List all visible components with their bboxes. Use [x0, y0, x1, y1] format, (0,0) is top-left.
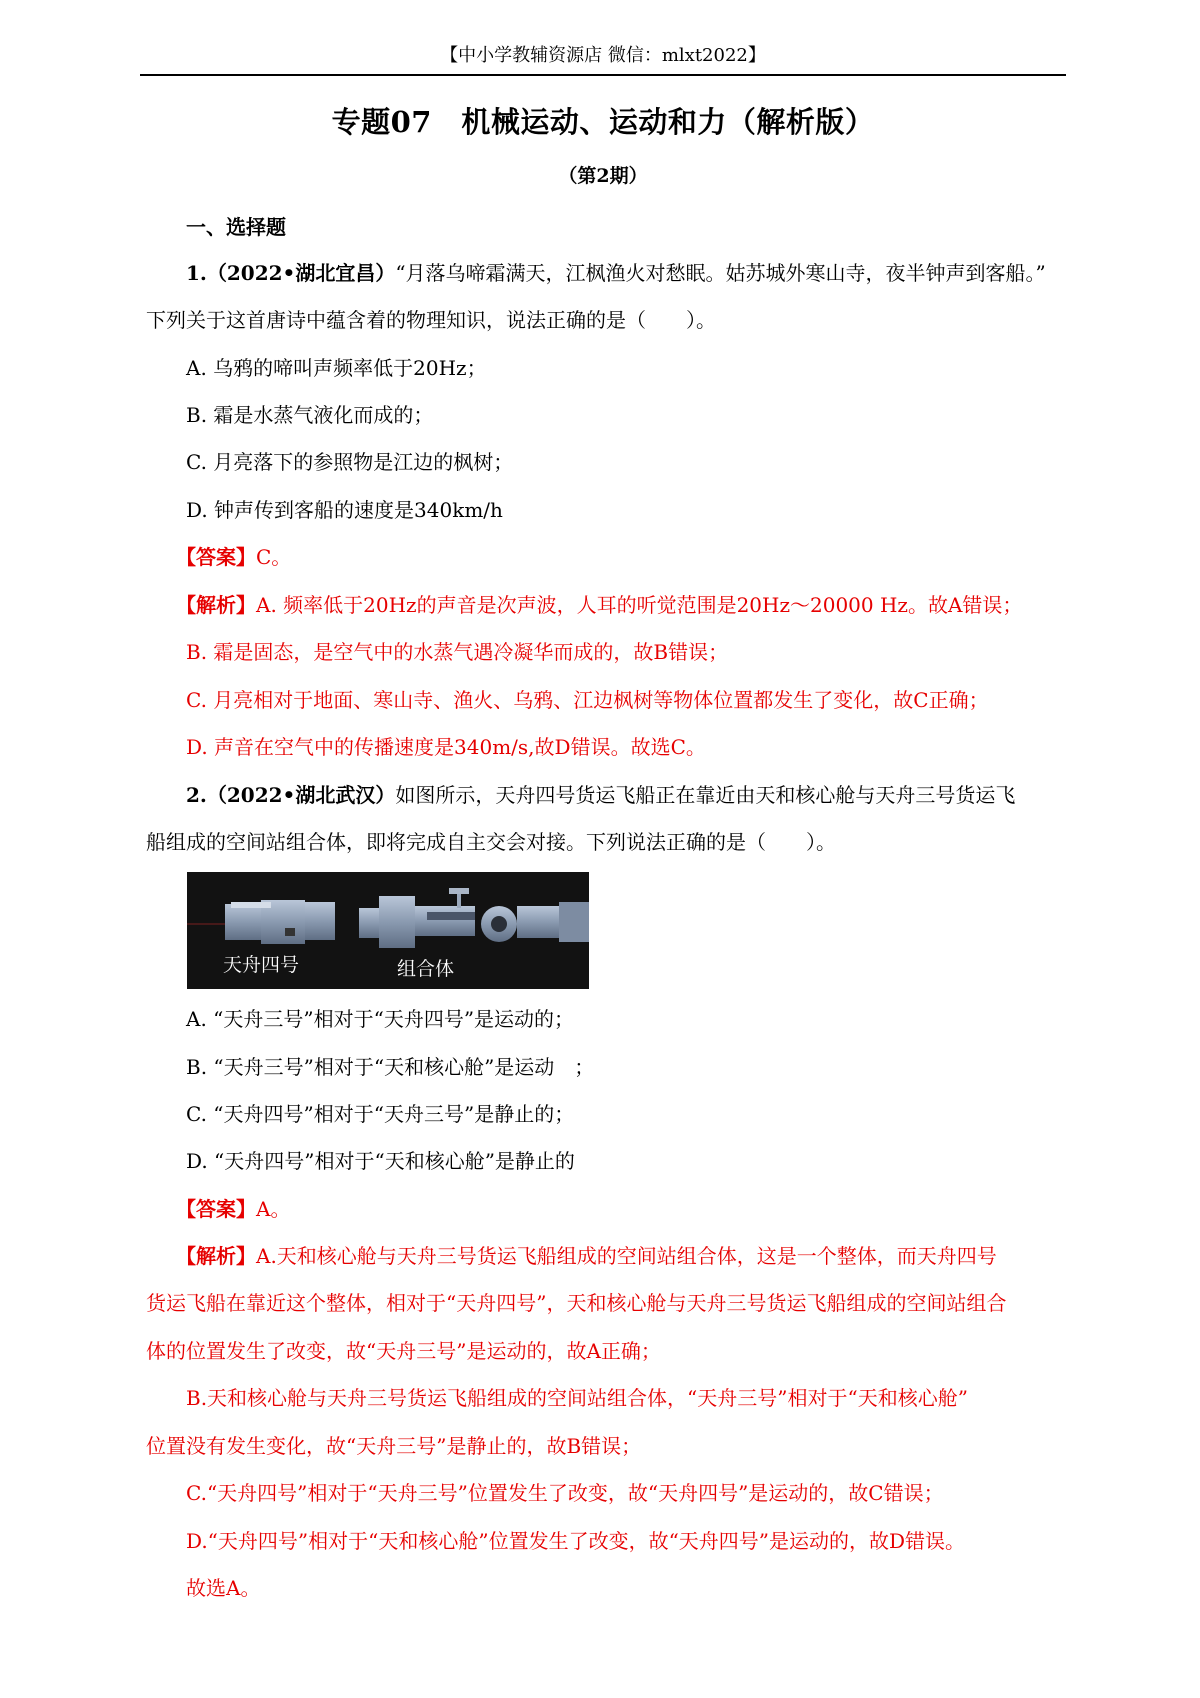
- spacecraft-docking-image: [187, 872, 589, 989]
- image-label-combination: 组合体: [397, 958, 455, 980]
- q2-analysis-line7: D.“天舟四号”相对于“天和核心舱”位置发生了改变，故“天舟四号”是运动的，故D错误。: [186, 1529, 966, 1553]
- tianzhou4-craft: [225, 900, 335, 944]
- q1-analysis-line1: [176, 590, 1022, 620]
- page-subtitle: （第2期）: [558, 165, 648, 187]
- q2-analysis-a-start: A.天和核心舱与天舟三号货运飞船组成的空间站组合体，这是一个整体，而天舟四号: [256, 1244, 997, 1268]
- q2-analysis-line6: C.“天舟四号”相对于“天舟三号”位置发生了改变，故“天舟四号”是运动的，故C错误；: [186, 1481, 944, 1505]
- image-label-tianzhou4: 天舟四号: [223, 954, 300, 976]
- q2-analysis-tag: 【解析】: [176, 1244, 256, 1268]
- q1-answer: [176, 542, 291, 572]
- page-header: 【中小学教辅资源店 微信：mlxt2022】: [440, 45, 766, 66]
- page-title: 专题07 机械运动、运动和力（解析版）: [331, 105, 875, 139]
- q1-stem-text1: “月落乌啼霜满天，江枫渔火对愁眠。姑苏城外寒山寺，夜半钟声到客船。”: [395, 261, 1046, 285]
- q1-option-a: A. 乌鸦的啼叫声频率低于20Hz；: [186, 356, 487, 380]
- q2-analysis-line5: 位置没有发生变化，故“天舟三号”是静止的，故B错误；: [146, 1434, 642, 1458]
- q1-answer-tag: 【答案】: [176, 545, 256, 569]
- q2-source: 2.（2022•湖北武汉）: [186, 783, 396, 807]
- q1-option-b: B. 霜是水蒸气液化而成的；: [186, 403, 434, 427]
- q2-option-c: C. “天舟四号”相对于“天舟三号”是静止的；: [186, 1102, 575, 1126]
- header-divider: [140, 74, 1066, 76]
- q1-stem-line1: [186, 258, 1046, 288]
- q2-analysis-line3: 体的位置发生了改变，故“天舟三号”是运动的，故A正确；: [146, 1339, 661, 1363]
- station-combination-craft: [359, 888, 589, 948]
- q1-analysis-a: A. 频率低于20Hz的声音是次声波，人耳的听觉范围是20Hz～20000 Hz。故A错误；: [256, 593, 1023, 617]
- q1-analysis-b: B. 霜是固态，是空气中的水蒸气遇冷凝华而成的，故B错误；: [186, 640, 729, 664]
- q2-stem-line2: 船组成的空间站组合体，即将完成自主交会对接。下列说法正确的是（ ）。: [146, 830, 836, 854]
- q2-answer-value: A。: [256, 1197, 291, 1221]
- q1-source: 1.（2022•湖北宜昌）: [186, 261, 396, 285]
- q2-option-b: B. “天舟三号”相对于“天和核心舱”是运动 ；: [186, 1055, 595, 1079]
- q2-answer: [176, 1194, 290, 1224]
- q2-analysis-line2: 货运飞船在靠近这个整体，相对于“天舟四号”，天和核心舱与天舟三号货运飞船组成的空间站组合: [146, 1291, 1007, 1315]
- q2-answer-tag: 【答案】: [176, 1197, 256, 1221]
- q1-option-c: C. 月亮落下的参照物是江边的枫树；: [186, 450, 514, 474]
- q2-option-d: D. “天舟四号”相对于“天和核心舱”是静止的: [186, 1149, 575, 1173]
- q1-analysis-tag: 【解析】: [176, 593, 256, 617]
- q2-stem-line1: [186, 780, 1015, 810]
- q1-stem-line2: 下列关于这首唐诗中蕴含着的物理知识，说法正确的是（ ）。: [146, 308, 716, 332]
- q2-stem-text1: 如图所示，天舟四号货运飞船正在靠近由天和核心舱与天舟三号货运飞: [395, 783, 1016, 807]
- q1-answer-value: C。: [256, 545, 292, 569]
- q2-analysis-line1: [176, 1241, 997, 1271]
- q1-analysis-d: D. 声音在空气中的传播速度是340m/s,故D错误。故选C。: [186, 735, 706, 759]
- q1-analysis-c: C. 月亮相对于地面、寒山寺、渔火、乌鸦、江边枫树等物体位置都发生了变化，故C正确；: [186, 688, 989, 712]
- section-heading: 一、选择题: [186, 215, 286, 239]
- q2-conclusion: 故选A。: [186, 1576, 261, 1600]
- q2-analysis-line4: B.天和核心舱与天舟三号货运飞船组成的空间站组合体，“天舟三号”相对于“天和核心舱”: [186, 1386, 968, 1410]
- q1-option-d: D. 钟声传到客船的速度是340km/h: [186, 498, 503, 522]
- q2-option-a: A. “天舟三号”相对于“天舟四号”是运动的；: [186, 1007, 575, 1031]
